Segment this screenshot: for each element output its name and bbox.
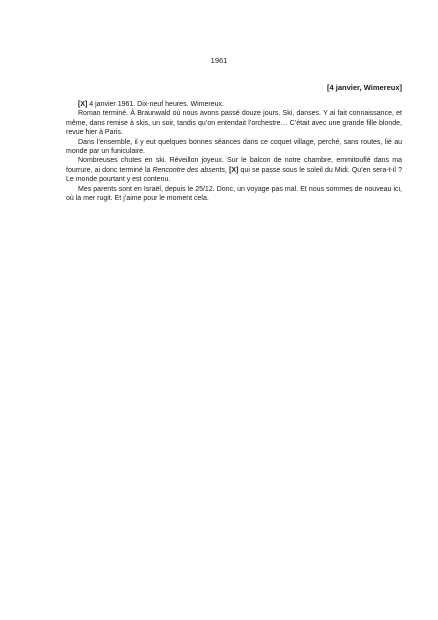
entry-paragraph-3 (66, 138, 402, 157)
diary-entry-body (66, 100, 402, 203)
page-year: 1961 (210, 56, 228, 65)
entry-paragraph-5 (66, 185, 402, 204)
entry-paragraph-2 (66, 109, 402, 137)
editorial-marker: [X] (78, 101, 88, 108)
novel-title: Rencontre des absents (152, 166, 225, 174)
paragraph-text: , (224, 166, 230, 174)
paragraph-text: qui se passe sous le soleil du Midi. Qu’en sera-t-il ? Le monde pourtant y est contenu. (66, 166, 403, 184)
entry-paragraph-1 (66, 100, 402, 109)
paragraph-text: Dans l’ensemble, il y eut quelques bonnes séances dans ce coquet village, perché, sans routes, lié au monde par un funiculaire. (66, 138, 402, 156)
entry-paragraph-4 (66, 156, 402, 184)
paragraph-text: 4 janvier 1961. Dix-neuf heures. Wimereux. (87, 101, 224, 108)
entry-date-header: [4 janvier, Wimereux] (327, 83, 402, 92)
paragraph-text: Nombreuses chutes en ski. Réveillon joyeux. Sur le balcon de notre chambre, emmitouflé dans ma fourrure, ai donc terminé la (66, 157, 402, 174)
paragraph-text: Mes parents sont en Israël, depuis le 25/12. Donc, un voyage pas mal. Et nous sommes de nouveau ici, où la mer rugit. Et j’aime pour le moment cela. (66, 185, 402, 203)
editorial-marker: [X] (229, 166, 239, 174)
paragraph-text: Roman terminé. À Braunwald où nous avons passé douze jours. Ski, danses. Y ai fait connaissance, et même, dans remise à skis, un soir, tandis qu’on entendait l’orchestre… C’était avec une grande fille blonde, revue hier à Paris. (66, 110, 402, 137)
